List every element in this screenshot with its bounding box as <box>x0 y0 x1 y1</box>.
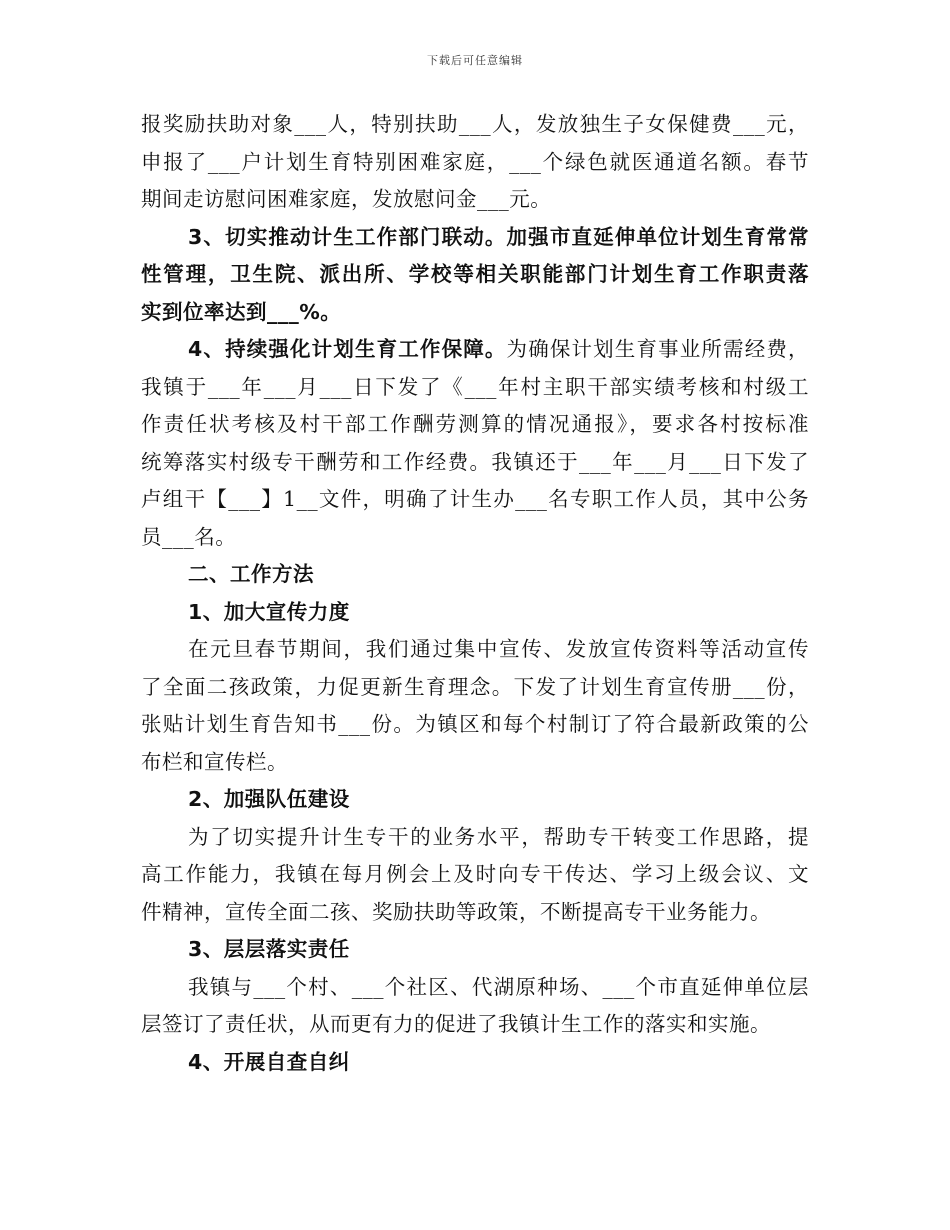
text-line: 性管理，卫生院、派出所、学校等相关职能部门计划生育工作职责落 <box>141 262 809 286</box>
document-body <box>141 106 809 1081</box>
text-line: 为了切实提升计生专干的业务水平，帮助专干转变工作思路，提 <box>188 824 809 849</box>
text-line: 作责任状考核及村干部工作酬劳测算的情况通报》，要求各村按标准 <box>141 412 809 436</box>
text-line: 张贴计划生育告知书___份。为镇区和每个村制订了符合最新政策的公 <box>141 712 809 736</box>
text-line: 实到位率达到___%。 <box>141 299 342 324</box>
text-line: 在元旦春节期间，我们通过集中宣传、发放宣传资料等活动宣传 <box>188 637 809 661</box>
section-item-4-title: 4、持续强化计划生育工作保障。 <box>188 337 507 361</box>
text-line: 布栏和宣传栏。 <box>141 749 288 774</box>
text-line: 统筹落实村级专干酬劳和工作经费。我镇还于___年___月___日下发了 <box>141 449 809 474</box>
text-line: 申报了___户计划生育特别困难家庭，___个绿色就医通道名额。春节 <box>141 149 809 174</box>
text-line: 我镇与___个村、___个社区、代湖原种场、___个市直延伸单位层 <box>188 974 809 999</box>
section-heading-methods: 二、工作方法 <box>188 562 314 586</box>
section-item-3-title: 3、切实推动计生工作部门联动。加强市直延伸单位计划生育常常 <box>188 224 809 249</box>
text-line: 我镇于___年___月___日下发了《___年村主职干部实绩考核和村级工 <box>141 374 809 399</box>
subheading-publicity: 1、加大宣传力度 <box>188 599 350 624</box>
subheading-responsibility: 3、层层落实责任 <box>188 937 350 961</box>
text-line: 高工作能力，我镇在每月例会上及时向专干传达、学习上级会议、文 <box>141 862 809 886</box>
subheading-team: 2、加强队伍建设 <box>188 787 350 811</box>
text-line: 了全面二孩政策，力促更新生育理念。下发了计划生育宣传册___份， <box>141 674 809 699</box>
text-line: 件精神，宣传全面二孩、奖励扶助等政策，不断提高专干业务能力。 <box>141 899 771 924</box>
text-line: 员___名。 <box>141 524 237 549</box>
section-item-4-line <box>141 331 809 369</box>
page-header: 下载后可任意编辑 <box>427 54 523 67</box>
text-line: 卢组干【___】1__文件，明确了计生办___名专职工作人员，其中公务 <box>141 487 809 511</box>
text-line: 层签订了责任状，从而更有力的促进了我镇计生工作的落实和实施。 <box>141 1012 771 1036</box>
subheading-self-check: 4、开展自查自纠 <box>188 1049 350 1074</box>
text-span: 为确保计划生育事业所需经费， <box>506 337 809 361</box>
text-line: 报奖励扶助对象___人，特别扶助___人，发放独生子女保健费___元， <box>141 112 809 136</box>
text-line: 期间走访慰问困难家庭，发放慰问金___元。 <box>141 187 552 211</box>
